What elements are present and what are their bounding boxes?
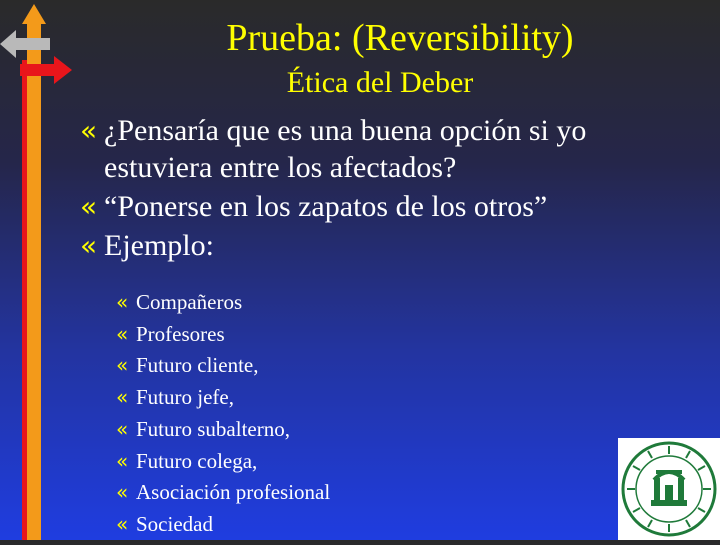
orange-arrow-shaft (27, 22, 41, 540)
sub-bullet-item (116, 509, 496, 541)
red-vertical-line (22, 60, 27, 540)
gray-left-arrow-icon (0, 30, 16, 58)
bullet-arrow-icon: « (116, 385, 129, 410)
sub-bullet-text: Profesores (136, 321, 225, 346)
bullet-item (80, 188, 700, 225)
university-seal-logo (618, 438, 720, 540)
bullet-arrow-icon: « (80, 190, 98, 223)
bullet-arrow-icon: « (116, 480, 129, 505)
sub-bullet-item (116, 446, 496, 478)
bullet-arrow-icon: « (80, 114, 98, 147)
slide-title: Prueba: (Reversibility) (226, 17, 574, 59)
sub-bullet-text: Asociación profesional (136, 480, 331, 505)
sub-bullet-text: Sociedad (136, 511, 213, 536)
sub-bullet-item (116, 414, 496, 446)
sub-bullet-item (116, 477, 496, 509)
decorative-arrows (0, 0, 80, 540)
sub-bullet-item (116, 319, 496, 351)
sub-bullet-text: Futuro subalterno, (136, 416, 290, 441)
bullet-text: Ejemplo: (104, 229, 214, 262)
bullet-text: “Ponerse en los zapatos de los otros” (104, 190, 548, 223)
sub-bullet-text: Futuro cliente, (136, 353, 259, 378)
orange-arrow-head (22, 4, 46, 24)
slide-subtitle: Ética del Deber (286, 66, 474, 99)
sub-bullet-text: Futuro colega, (136, 448, 258, 473)
sub-bullet-item (116, 350, 496, 382)
sub-bullet-list (116, 287, 496, 541)
sub-bullet-item (116, 382, 496, 414)
bullet-arrow-icon: « (116, 353, 129, 378)
bullet-arrow-icon: « (116, 290, 129, 314)
bullet-arrow-icon: « (116, 321, 129, 346)
sub-bullet-text: Compañeros (136, 290, 243, 314)
bullet-list (80, 112, 700, 266)
bullet-arrow-icon: « (80, 229, 98, 262)
bullet-arrow-icon: « (116, 511, 129, 536)
bullet-arrow-icon: « (116, 448, 129, 473)
sub-bullet-text: Futuro jefe, (136, 385, 234, 410)
bullet-item (80, 112, 700, 186)
sub-bullet-item (116, 287, 496, 319)
bullet-item (80, 227, 700, 264)
bullet-text: ¿Pensaría que es una buena opción si yo estuviera entre los afectados? (104, 114, 587, 184)
bullet-arrow-icon: « (116, 416, 129, 441)
red-right-arrow-icon (54, 56, 72, 84)
